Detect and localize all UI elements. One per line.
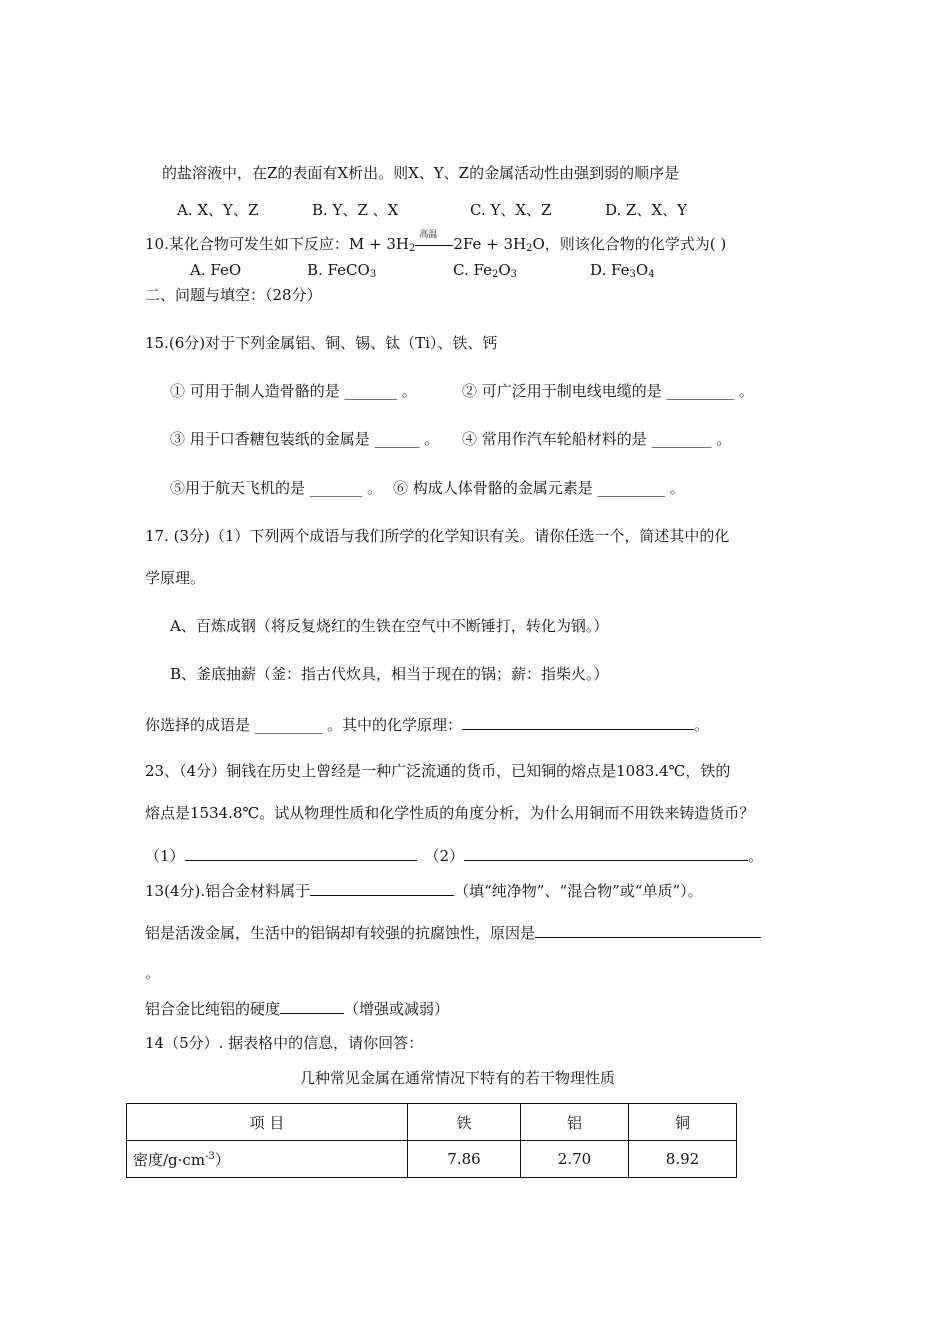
q10-option-c-text: C. Fe (453, 261, 492, 279)
header-item: 项 目 (127, 1104, 408, 1141)
density-iron: 7.86 (408, 1141, 521, 1178)
q13-hint: （填“纯净物”、“混合物”或“单质”）。 (454, 882, 703, 900)
q17-title-cont: 学原理。 (145, 569, 206, 587)
q13-material-blank[interactable] (310, 879, 454, 896)
density-label (127, 1141, 408, 1178)
q15-item-2: ② 可广泛用于制电线电缆的是 _________ 。 (462, 382, 754, 400)
q13-line-4 (145, 997, 449, 1019)
q15-item-3: ③ 用于口香糖包装纸的金属是 ______ 。 (170, 430, 440, 448)
q17-idiom-b: B、釜底抽薪（釜：指古代炊具，相当于现在的锅；薪：指柴火。） (170, 665, 609, 683)
q23-answer-end: 。 (748, 847, 764, 865)
q9-option-c[interactable]: C. Y、X、Z (470, 201, 552, 219)
q10-option-d-mid: O (635, 261, 649, 279)
q17-answer-line (145, 713, 709, 735)
section-2-heading: 二、问题与填空：（28分） (145, 286, 322, 304)
density-label-close: ） (214, 1150, 230, 1169)
q13-line-1 (145, 879, 703, 901)
q13-label: 13(4分).铝合金材料属于 (145, 882, 311, 900)
q10-sub-h2o: 2 (526, 243, 533, 254)
q13-line-2 (145, 921, 761, 943)
q13-hardness-hint: （增强或减弱） (344, 1000, 450, 1018)
q10-option-d-sub1: 3 (629, 269, 636, 280)
table-header-row (127, 1104, 737, 1141)
q23-line-2: 熔点是1534.8℃。试从物理性质和化学性质的角度分析，为什么用铜而不用铁来铸造货币？ (145, 804, 755, 822)
reaction-condition (415, 230, 453, 254)
q10-option-c-sub1: 2 (491, 269, 499, 280)
table-row (127, 1141, 737, 1178)
density-unit-exponent: -3 (205, 1150, 215, 1162)
q23-part-2-label: （2） (424, 847, 465, 865)
q10-suffix: O，则该化合物的化学式为( ) (532, 235, 727, 253)
q23-part-2-blank[interactable] (464, 844, 748, 861)
q23-part-1-blank[interactable] (185, 844, 417, 861)
q10-option-c-mid: O (498, 261, 511, 279)
q9-text: 的盐溶液中，在Z的表面有X析出。则X、Y、Z的金属活动性由强到弱的顺序是 (162, 164, 680, 182)
q15-item-1: ① 可用于制人造骨骼的是 _______ 。 (170, 382, 417, 400)
q15-title: 15.(6分)对于下列金属铝、铜、锡、钛（Ti）、铁、钙 (145, 334, 498, 352)
q13-hardness-blank[interactable] (280, 997, 344, 1014)
table-caption: 几种常见金属在通常情况下特有的若干物理性质 (300, 1069, 616, 1087)
q10-option-a[interactable]: A. FeO (190, 261, 242, 279)
q10-option-d-sub2: 4 (648, 269, 655, 280)
q15-item-5: ⑤用于航天飞机的是 _______ 。 (170, 479, 383, 497)
condition-label: 高温 (419, 230, 438, 240)
q10-products: 2Fe + 3H (453, 235, 527, 253)
metal-properties-table (126, 1103, 737, 1178)
header-copper: 铜 (629, 1104, 737, 1141)
q10-option-c-sub2: 3 (510, 269, 518, 280)
q15-item-6: ⑥ 构成人体骨骼的金属元素是 _________ 。 (393, 479, 685, 497)
q10-option-b[interactable] (307, 260, 376, 280)
density-label-text: 密度/g·cm (133, 1150, 206, 1169)
density-copper: 8.92 (629, 1141, 737, 1178)
q13-reason-label: 铝是活泼金属，生活中的铝锅却有较强的抗腐蚀性，原因是 (145, 924, 536, 942)
q15-item-4: ④ 常用作汽车轮船材料的是 ________ 。 (462, 430, 732, 448)
q10-sub-h2: 2 (408, 243, 416, 254)
q10-option-d[interactable] (590, 260, 655, 280)
density-aluminum: 2.70 (521, 1141, 629, 1178)
q10-option-b-sub: 3 (369, 269, 377, 280)
q23-part-1-label: （1） (145, 847, 185, 865)
q23-line-1: 23、（4分）铜钱在历史上曾经是一种广泛流通的货币，已知铜的熔点是1083.4℃，铁的 (145, 762, 731, 780)
q10-option-c[interactable] (453, 260, 517, 280)
q9-option-b[interactable]: B. Y、Z 、X (312, 201, 399, 219)
q17-title: 17. (3分)（1）下列两个成语与我们所学的化学知识有关。请你任选一个，简述其中的化 (145, 527, 730, 545)
q23-answer-line (145, 844, 763, 866)
q14-title: 14（5分）. 据表格中的信息，请你回答： (145, 1034, 424, 1052)
q10-option-b-text: B. FeCO (307, 261, 370, 279)
q17-idiom-a: A、百炼成钢（将反复烧红的生铁在空气中不断锤打，转化为钢。） (170, 617, 609, 635)
q13-reason-blank[interactable] (535, 921, 761, 938)
q13-hardness-label: 铝合金比纯铝的硬度 (145, 1000, 281, 1018)
q9-option-d[interactable]: D. Z、X、Y (605, 201, 688, 219)
header-iron: 铁 (408, 1104, 521, 1141)
header-aluminum: 铝 (521, 1104, 629, 1141)
q10-equation (145, 230, 727, 254)
q17-answer-label: 你选择的成语是 _________ 。其中的化学原理： (145, 716, 463, 734)
q17-principle-blank[interactable] (462, 713, 694, 730)
q9-option-a[interactable]: A. X、Y、Z (177, 201, 259, 219)
q13-line-3: 。 (145, 964, 161, 982)
q17-answer-end: 。 (694, 716, 710, 734)
q10-prefix: 10.某化合物可发生如下反应：M + 3H (145, 235, 409, 253)
q10-option-d-text: D. Fe (590, 261, 630, 279)
